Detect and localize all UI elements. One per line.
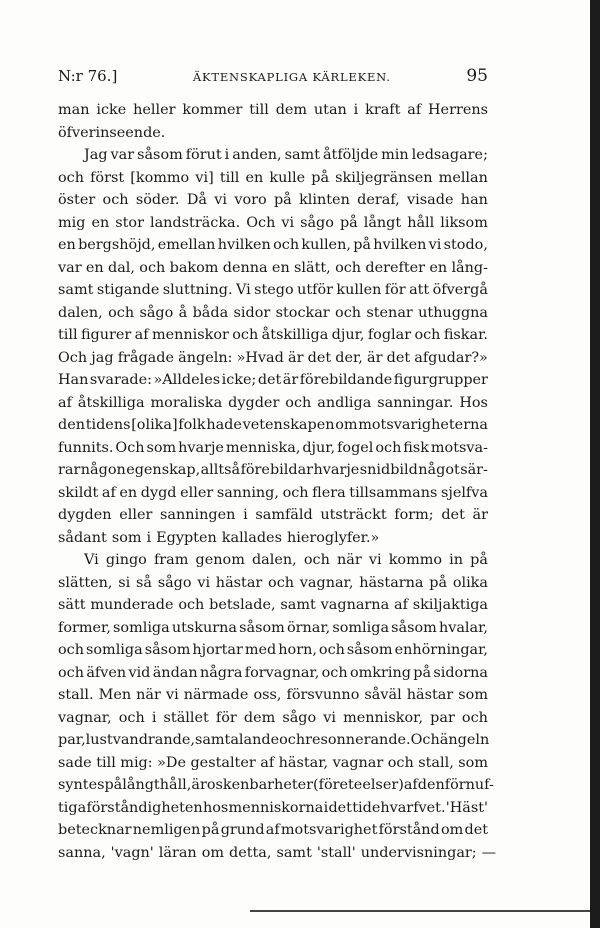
text-line: sådant som i Egypten kallades hieroglyfer.» — [58, 529, 380, 546]
text-line: af åtskilliga moraliska dygder och andliga sanningar. Hos — [58, 394, 488, 411]
body-text — [58, 99, 497, 864]
text-line: till figurer af menniskor och åtskilliga djur, foglar och fiskar. — [58, 327, 488, 343]
text-line: dygden eller sanningen i samfäld utsträckt form; det är — [58, 507, 488, 523]
text-line: slätten, si så sågo vi hästar och vagnar, hästarna på olika — [58, 574, 488, 591]
text-line: en bergshöjd, emellan hvilken och kullen, på hvilken vi stodo, — [58, 237, 488, 253]
text-line: man icke heller kommer till dem utan i kraft af Herrens — [58, 102, 488, 118]
text-line: Och jag frågade ängeln: »Hvad är det der, är det afgudar?» — [58, 349, 488, 366]
text-line: och först [kommo vi] till en kulle på skiljegränsen mellan — [58, 169, 488, 186]
text-line: rar någon egenskap, alltså förebildar hvarje snidbild något sär- — [58, 462, 488, 478]
page-number: 95 — [466, 66, 488, 86]
text-line: betecknar nemligen på grund af motsvarighet förstånd om det — [58, 822, 488, 838]
text-line: Vi gingo fram genom dalen, och när vi kommo in på — [84, 552, 488, 568]
text-line: samt stigande sluttning. Vi stego utför kullen för att öfvergå — [58, 282, 488, 298]
text-line: Jag var såsom förut i anden, samt åtföljde min ledsagare; — [84, 147, 488, 163]
text-line: öfverinseende. — [58, 124, 166, 141]
text-line: par, lustvandrande, samtalande och resonnerande. Och ängeln — [58, 732, 490, 748]
text-line: vagnar, och i stället för dem sågo vi menniskor, par och — [58, 709, 488, 726]
text-line: öster och söder. Då vi voro på klinten deraf, visade han — [58, 192, 488, 208]
text-line: och äfven vid ändan några forvagnar, och omkring på sidorna — [58, 664, 488, 681]
book-page — [58, 66, 497, 864]
text-line: dalen, och sågo å båda sidor stockar och stenar uthuggna — [58, 304, 488, 321]
text-line: syntes på långt håll, äro skenbarheter (företeelser) af den förnuf- — [58, 777, 494, 793]
text-line: mig en stor landsträcka. Och vi sågo på långt håll liksom — [58, 214, 488, 231]
running-header — [58, 66, 488, 86]
text-line: sanna, 'vagn' läran om detta, samt 'stall' undervisningar; — — [58, 844, 497, 861]
text-line: Han svarade: »Alldeles icke; det är förebildande figurgrupper — [58, 372, 488, 388]
running-title: ÄKTENSKAPLIGA KÄRLEKEN. — [192, 70, 391, 84]
text-line: stall. Men när vi närmade oss, försvunno såväl hästar som — [58, 687, 488, 703]
text-line: och somliga såsom hjortar med horn, och såsom enhörningar, — [58, 642, 488, 658]
text-line: funnits. Och som hvarje menniska, djur, fogel och fisk motsva- — [58, 439, 488, 456]
text-line: former, somliga utskurna såsom örnar, somliga såsom hvalar, — [58, 619, 488, 636]
text-line: sätt munderade och betslade, samt vagnarna af skiljaktiga — [58, 597, 488, 613]
text-line: sade till mig: »De gestalter af hästar, vagnar och stall, som — [58, 754, 488, 771]
text-line: tiga förståndigheten hos menniskorna i det tidehvarfvet. 'Häst' — [58, 799, 488, 816]
text-line: skildt af en dygd eller sanning, och flera tillsammans sjelfva — [58, 484, 488, 501]
issue-number: N:r 76.] — [58, 67, 118, 85]
text-line: var en dal, och bakom denna en slätt, och derefter en lång- — [58, 259, 488, 276]
scan-edge-bottom — [250, 910, 590, 912]
scan-edge-right — [590, 0, 600, 928]
text-line: den tidens [olika] folk hade vetenskapen om motsvarigheterna — [58, 417, 488, 433]
